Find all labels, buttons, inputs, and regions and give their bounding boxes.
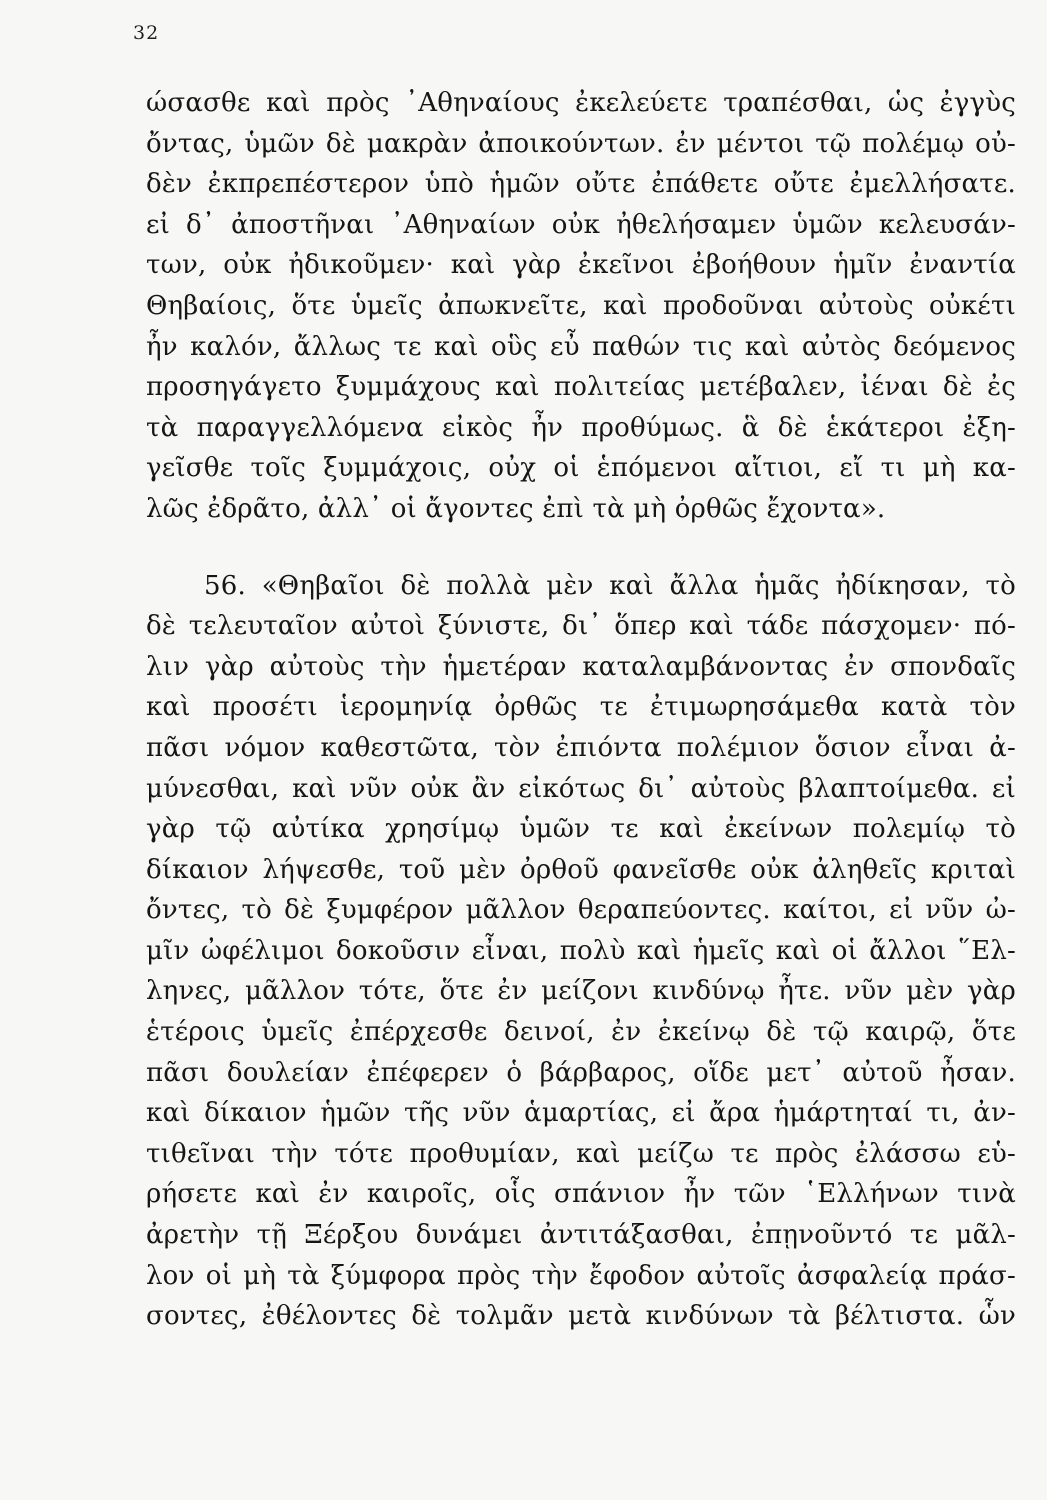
text-line: δίκαιον λήψεσθε, τοῦ μὲν ὀρθοῦ φανεῖσθε οὐκ ἀληθεῖς κριταὶ <box>146 854 1016 885</box>
text-line: ὄντες, τὸ δὲ ξυμφέρον μᾶλλον θεραπεύοντες. καίτοι, εἰ νῦν ὠ- <box>146 895 1016 926</box>
text-line: ώσασθε καὶ πρὸς ᾿Αθηναίους ἐκελεύετε τραπέσθαι, ὡς ἐγγὺς <box>146 88 1016 118</box>
text-line: ἦν καλόν, ἄλλως τε καὶ οὓς εὖ παθών τις καὶ αὐτὸς δεόμενος <box>146 331 1016 362</box>
text-line: ὄντας, ὑμῶν δὲ μακρὰν ἀποικούντων. ἐν μέντοι τῷ πολέμῳ οὐ- <box>146 128 1016 159</box>
text-line: καὶ δίκαιον ἡμῶν τῆς νῦν ἁμαρτίας, εἰ ἄρα ἡμάρτηταί τι, ἀν- <box>146 1098 1016 1129</box>
text-line: ρήσετε καὶ ἐν καιροῖς, οἷς σπάνιον ἦν τῶν ῾Ελλήνων τινὰ <box>146 1179 1016 1210</box>
text-line: δὲν ἐκπρεπέστερον ὑπὸ ἡμῶν οὔτε ἐπάθετε οὔτε ἐμελλήσατε. <box>146 169 1016 200</box>
text-line: λῶς ἐδρᾶτο, ἀλλ᾿ οἱ ἄγοντες ἐπὶ τὰ μὴ ὀρθῶς ἔχοντα». <box>146 493 886 524</box>
text-line: προσηγάγετο ξυμμάχους καὶ πολιτείας μετέβαλεν, ἰέναι δὲ ἐς <box>146 372 1016 403</box>
text-line: μῖν ὠφέλιμοι δοκοῦσιν εἶναι, πολὺ καὶ ἡμεῖς καὶ οἱ ἄλλοι ῞Ελ- <box>146 935 1016 966</box>
text-line: των, οὐκ ἠδικοῦμεν· καὶ γὰρ ἐκεῖνοι ἐβοήθουν ἡμῖν ἐναντία <box>146 250 1016 281</box>
text-line: σοντες, ἐθέλοντες δὲ τολμᾶν μετὰ κινδύνων τὰ βέλτιστα. ὧν <box>146 1301 1016 1332</box>
text-line: τὰ παραγγελλόμενα εἰκὸς ἦν προθύμως. ἃ δὲ ἑκάτεροι ἐξη- <box>146 412 1016 443</box>
page-number: 32 <box>133 22 160 44</box>
text-line: πᾶσι νόμον καθεστῶτα, τὸν ἐπιόντα πολέμιον ὅσιον εἶναι ἀ- <box>146 732 1016 763</box>
text-line: γὰρ τῷ αὐτίκα χρησίμῳ ὑμῶν τε καὶ ἐκείνων πολεμίῳ τὸ <box>146 814 1016 845</box>
text-line: ἑτέροις ὑμεῖς ἐπέρχεσθε δεινοί, ἐν ἐκείνῳ δὲ τῷ καιρῷ, ὅτε <box>146 1017 1016 1048</box>
body-text <box>146 83 1016 1337</box>
text-line: 56. «Θηβαῖοι δὲ πολλὰ μὲν καὶ ἄλλα ἡμᾶς ἠδίκησαν, τὸ <box>204 570 1016 601</box>
paragraph <box>146 566 1016 1337</box>
text-line: μύνεσθαι, καὶ νῦν οὐκ ἂν εἰκότως δι᾿ αὐτοὺς βλαπτοίμεθα. εἰ <box>146 773 1016 804</box>
text-line: Θηβαίοις, ὅτε ὑμεῖς ἀπωκνεῖτε, καὶ προδοῦναι αὐτοὺς οὐκέτι <box>146 290 1016 321</box>
text-line: εἰ δ᾿ ἀποστῆναι ᾿Αθηναίων οὐκ ἠθελήσαμεν ὑμῶν κελευσάν- <box>146 209 1016 240</box>
text-line: πᾶσι δουλείαν ἐπέφερεν ὁ βάρβαρος, οἵδε μετ᾿ αὐτοῦ ἦσαν. <box>146 1057 1016 1088</box>
text-line: τιθεῖναι τὴν τότε προθυμίαν, καὶ μείζω τε πρὸς ἐλάσσω εὑ- <box>146 1138 1016 1169</box>
paragraph <box>146 83 1016 530</box>
text-line: δὲ τελευταῖον αὐτοὶ ξύνιστε, δι᾿ ὅπερ καὶ τάδε πάσχομεν· πό- <box>146 611 1016 642</box>
text-line: καὶ προσέτι ἱερομηνίᾳ ὀρθῶς τε ἐτιμωρησάμεθα κατὰ τὸν <box>146 692 1016 723</box>
text-line: ἀρετὴν τῇ Ξέρξου δυνάμει ἀντιτάξασθαι, ἐπῃνοῦντό τε μᾶλ- <box>146 1220 1016 1251</box>
text-line: ληνες, μᾶλλον τότε, ὅτε ἐν μείζονι κινδύνῳ ἦτε. νῦν μὲν γὰρ <box>146 976 1016 1007</box>
text-line: γεῖσθε τοῖς ξυμμάχοις, οὐχ οἱ ἑπόμενοι αἴτιοι, εἴ τι μὴ κα- <box>146 453 1016 484</box>
text-line: λιν γὰρ αὐτοὺς τὴν ἡμετέραν καταλαμβάνοντας ἐν σπονδαῖς <box>146 651 1016 682</box>
text-line: λον οἱ μὴ τὰ ξύμφορα πρὸς τὴν ἔφοδον αὐτοῖς ἀσφαλείᾳ πράσ- <box>146 1260 1016 1291</box>
paragraph-gap <box>146 530 1016 566</box>
